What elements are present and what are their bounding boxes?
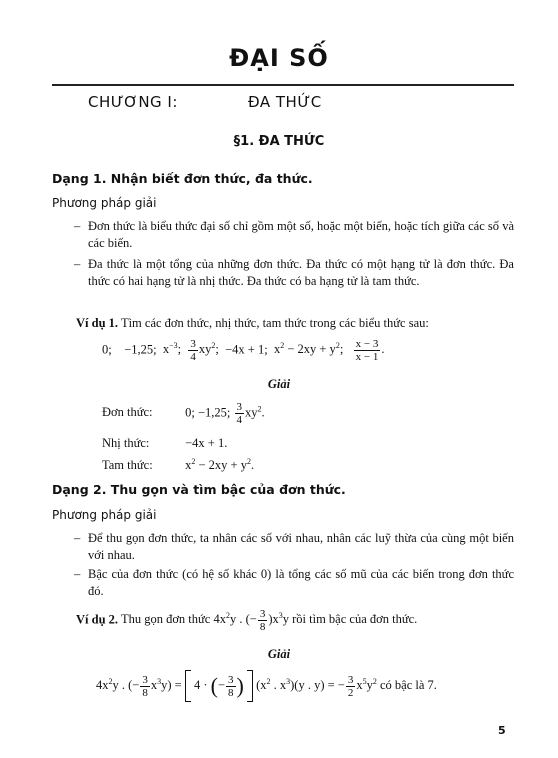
dang2-method: Phương pháp giải (52, 508, 157, 522)
trinomial-line (102, 458, 254, 473)
dang1-method: Phương pháp giải (52, 196, 157, 210)
example-1-label: Ví dụ 1. (76, 316, 119, 330)
dang1-solution-label: Giải (267, 377, 291, 391)
page-title: ĐẠI SỐ (229, 44, 329, 72)
monomial-label: Đơn thức: (102, 405, 153, 420)
expr-5: $x^2 - 2xy + y^2$; (273, 341, 344, 357)
example-1 (76, 316, 516, 331)
dang2-solution-equation: $4x^2y$ . (− $\frac{3}{8}$ $x^3y) = 4$ · (− $\frac{3}{8}$ ) ($x^2$ . $x^3)(y$ . y) = − $\frac{3}{2}$ $x^5y^2$ có bậc là 7. (96, 670, 437, 702)
dang2-heading: Dạng 2. Thu gọn và tìm bậc của đơn thức. (52, 482, 346, 497)
page-number: 5 (498, 724, 506, 737)
expr-6: $\frac{x - 3}{x - 1}$ . (355, 338, 385, 363)
example-2-label: Ví dụ 2. (76, 612, 119, 627)
monomial-line: Đơn thức: 0; −1,25; $\frac{3}{4}$ $xy^2$. (102, 401, 265, 426)
binomial-line (102, 436, 227, 451)
chapter-label: CHƯƠNG I: (88, 93, 178, 111)
expr-4: −4x + 1; (225, 342, 268, 357)
dang1-bullet-2: – Đa thức là một tổng của những đơn thức. Đa thức có một hạng tử là đơn thức. Đa thức có hai hạng tử là nhị thức. Đa thức có ba hạng tử là tam thức. (74, 257, 514, 288)
expr-1: −1,25; (124, 342, 157, 357)
dang1-heading: Dạng 1. Nhận biết đơn thức, đa thức. (52, 171, 313, 186)
expr-3: $\frac{3}{4}$ $xy^2$; (190, 338, 219, 363)
trinomial-value: $x^2 - 2xy + y^2$. (185, 457, 255, 472)
dang2-solution-label: Giải (267, 647, 291, 661)
dang1-bullet-1: – Đơn thức là biểu thức đại số chỉ gồm một số, hoặc một biến, hoặc tích giữa các số và các biến. (74, 219, 514, 250)
example-1-expressions (102, 338, 385, 363)
right-bracket (247, 670, 253, 702)
binomial-label: Nhị thức: (102, 436, 150, 450)
monomial-fraction: $\frac{3}{4}$ (236, 401, 242, 426)
dang2-bullet-1: – Để thu gọn đơn thức, ta nhân các số với nhau, nhân các luỹ thừa của cùng một biến với nhau. (74, 531, 514, 562)
expr-0: 0; (102, 342, 112, 357)
section-title: §1. ĐA THỨC (233, 134, 325, 149)
left-bracket (185, 670, 191, 702)
monomial-values: 0; −1,25; (185, 405, 231, 420)
example-1-text: Tìm các đơn thức, nhị thức, tam thức trong các biểu thức sau: (120, 316, 429, 330)
example-2 (76, 608, 417, 633)
chapter-name: ĐA THỨC (248, 93, 322, 111)
binomial-value: −4x + 1. (185, 436, 228, 450)
trinomial-label: Tam thức: (102, 458, 153, 472)
dang2-bullet-2: – Bậc của đơn thức (có hệ số khác 0) là tổng các số mũ của các biến trong đơn thức đó. (74, 567, 514, 598)
expr-2: $x^{-3}$; (162, 341, 182, 357)
example-2-text: Thu gọn đơn thức $4x^2y$ . (− $\frac{3}{8}$ )$x^3y$ rồi tìm bậc của đơn thức. (120, 608, 418, 633)
title-rule (52, 84, 514, 86)
